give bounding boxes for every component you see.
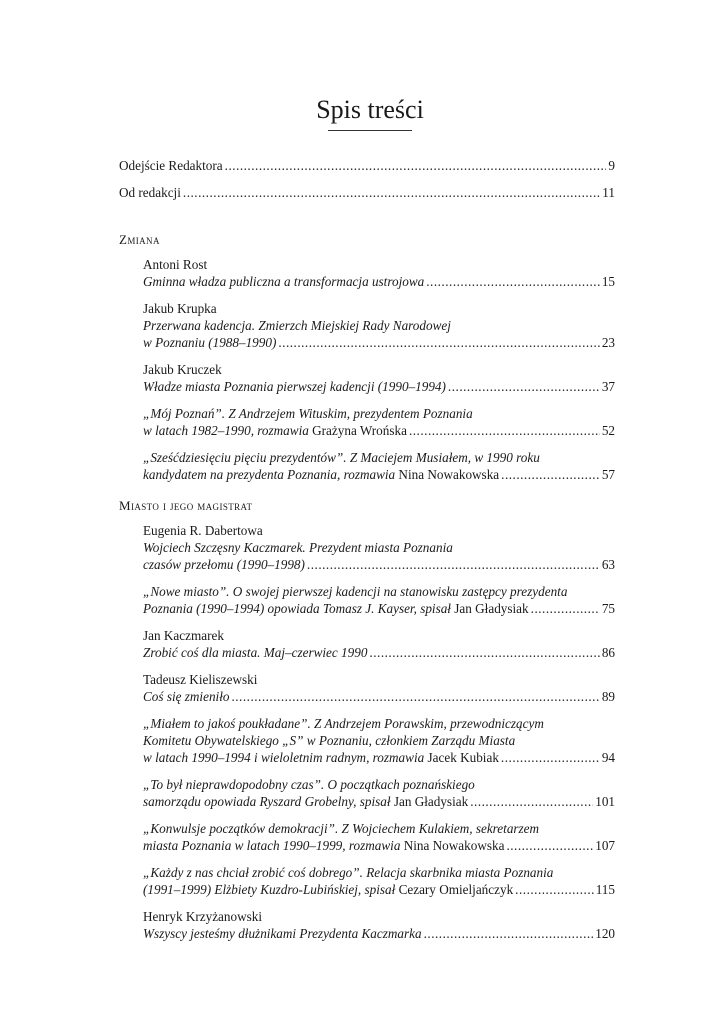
entry-text (143, 378, 446, 395)
entry-title-line (143, 449, 540, 466)
front-title: Odejście Redaktora (119, 158, 223, 173)
page-number: 63 (601, 557, 615, 572)
entry-title-line (143, 820, 539, 837)
entry-text (143, 556, 305, 573)
entry-text (143, 334, 276, 351)
entry-title: Gminna władza publiczna a transformacja ustrojowa (143, 274, 425, 289)
leader-dots (424, 925, 594, 942)
leader-dots (409, 422, 600, 439)
leader-dots (183, 184, 600, 201)
page-number: 115 (595, 882, 615, 897)
toc-entry (143, 881, 615, 898)
entry-author-line (143, 300, 217, 317)
entry-title: Poznania (1990–1994) opowiada Tomasz J. Kayser, spisał (143, 601, 455, 616)
leader-dots (506, 837, 593, 854)
entry-text (143, 881, 513, 898)
entry-author: Antoni Rost (143, 257, 208, 272)
toc-entry (143, 925, 615, 942)
entry-title: Zrobić coś dla miasta. Maj–czerwiec 1990 (143, 645, 368, 660)
entry-person: Nina Nowakowska (403, 838, 505, 853)
section-heading: Miasto i jego magistrat (119, 498, 253, 513)
entry-text (119, 157, 223, 174)
entry-title: (1991–1999) Elżbiety Kuzdro-Lubińskiej, spisał (143, 882, 399, 897)
page-number: 89 (601, 689, 615, 704)
entry-text (143, 600, 529, 617)
page-number: 23 (601, 335, 615, 350)
leader-dots (501, 749, 600, 766)
entry-title: miasta Poznania w latach 1990–1999, rozmawia (143, 838, 404, 853)
entry-title: kandydatem na prezydenta Poznania, rozmawia (143, 467, 399, 482)
toc-entry (143, 556, 615, 573)
entry-title: „Nowe miasto”. O swojej pierwszej kadencji na stanowisku zastępcy prezydenta (143, 584, 568, 599)
entry-title-line (143, 715, 544, 732)
page-number: 101 (595, 794, 615, 809)
entry-title: Wszyscy jesteśmy dłużnikami Prezydenta Kaczmarka (143, 926, 422, 941)
entry-text (143, 466, 499, 483)
page-number: 52 (601, 423, 615, 438)
toc-entry (143, 793, 615, 810)
toc-entry (143, 837, 615, 854)
entry-person: Nina Nowakowska (398, 467, 500, 482)
entry-author-line (143, 908, 262, 925)
entry-title: „Sześćdziesięciu pięciu prezydentów”. Z Maciejem Musiałem, w 1990 roku (143, 450, 540, 465)
entry-text (143, 688, 229, 705)
page-number: 120 (595, 926, 615, 941)
leader-dots (278, 334, 599, 351)
entry-title-line (143, 583, 567, 600)
leader-dots (225, 157, 607, 174)
entry-author-line (143, 256, 207, 273)
title-rule (328, 130, 412, 131)
entry-author: Jakub Krupka (143, 301, 217, 316)
page-number: 94 (601, 750, 615, 765)
entry-title: w Poznaniu (1988–1990) (143, 335, 277, 350)
entry-text (143, 644, 367, 661)
entry-title: „Mój Poznań”. Z Andrzejem Wituskim, prezydentem Poznania (143, 406, 473, 421)
leader-dots (531, 600, 600, 617)
entry-title-line (143, 539, 453, 556)
entry-author-line (143, 671, 257, 688)
entry-text (119, 184, 181, 201)
entry-author-line (143, 522, 263, 539)
entry-author: Jakub Kruczek (143, 362, 222, 377)
leader-dots (426, 273, 600, 290)
entry-text (143, 925, 422, 942)
entry-person: Jan Gładysiak (393, 794, 469, 809)
page-number: 57 (601, 467, 615, 482)
entry-text (143, 749, 499, 766)
entry-title: „Konwulsje początków demokracji”. Z Wojciechem Kulakiem, sekretarzem (143, 821, 540, 836)
page-number: 75 (601, 601, 615, 616)
entry-title-line (143, 776, 475, 793)
entry-author: Eugenia R. Dabertowa (143, 523, 263, 538)
entry-author-line (143, 627, 224, 644)
toc-entry (143, 273, 615, 290)
section-heading: Zmiana (119, 232, 160, 247)
entry-text (143, 422, 407, 439)
entry-title: Przerwana kadencja. Zmierzch Miejskiej Rady Narodowej (143, 318, 451, 333)
entry-text (143, 273, 424, 290)
entry-title: w latach 1982–1990, rozmawia (143, 423, 313, 438)
entry-title: „Miałem to jakoś poukładane”. Z Andrzejem Porawskim, przewodniczącym (143, 716, 544, 731)
entry-person: Jan Gładysiak (454, 601, 529, 616)
front-entry (119, 184, 615, 201)
entry-person: Jacek Kubiak (427, 750, 499, 765)
toc-entry (143, 600, 615, 617)
entry-author: Henryk Krzyżanowski (143, 909, 263, 924)
entry-title: samorządu opowiada Ryszard Grobelny, spisał (143, 794, 394, 809)
leader-dots (231, 688, 599, 705)
entry-text (143, 837, 504, 854)
entry-title: Władze miasta Poznania pierwszej kadencji (1990–1994) (143, 379, 446, 394)
front-entry (119, 157, 615, 174)
entry-title-line (143, 317, 451, 334)
entry-author: Tadeusz Kieliszewski (143, 672, 258, 687)
page-number: 9 (608, 158, 615, 173)
toc-entry (143, 688, 615, 705)
entry-title: Komitetu Obywatelskiego „S” w Poznaniu, członkiem Zarządu Miasta (143, 733, 516, 748)
page-number: 11 (602, 185, 615, 200)
entry-title-line (143, 732, 515, 749)
leader-dots (470, 793, 593, 810)
entry-title: „Każdy z nas chciał zrobić coś dobrego”. Relacja skarbnika miasta Poznania (143, 865, 554, 880)
toc-entry (143, 334, 615, 351)
entry-text (143, 793, 468, 810)
leader-dots (448, 378, 600, 395)
entry-person: Cezary Omieljańczyk (398, 882, 514, 897)
leader-dots (515, 881, 594, 898)
entry-title: „To był nieprawdopodobny czas”. O początkach poznańskiego (143, 777, 475, 792)
entry-title: Coś się zmieniło (143, 689, 230, 704)
toc-entry (143, 749, 615, 766)
page-number: 37 (601, 379, 615, 394)
toc-entry (143, 466, 615, 483)
entry-title: Wojciech Szczęsny Kaczmarek. Prezydent miasta Poznania (143, 540, 453, 555)
entry-person: Grażyna Wrońska (312, 423, 407, 438)
toc-entry (143, 422, 615, 439)
leader-dots (501, 466, 600, 483)
entry-title: w latach 1990–1994 i wieloletnim radnym, rozmawia (143, 750, 428, 765)
toc-entry (143, 644, 615, 661)
entry-title-line (143, 405, 473, 422)
page-number: 107 (595, 838, 615, 853)
front-title: Od redakcji (119, 185, 181, 200)
entry-author-line (143, 361, 222, 378)
toc-entry (143, 378, 615, 395)
leader-dots (369, 644, 599, 661)
leader-dots (307, 556, 600, 573)
entry-author: Jan Kaczmarek (143, 628, 224, 643)
entry-title-line (143, 864, 553, 881)
page-title: Spis treści (316, 95, 424, 124)
page-number: 86 (601, 645, 615, 660)
entry-title: czasów przełomu (1990–1998) (143, 557, 305, 572)
page-number: 15 (601, 274, 615, 289)
